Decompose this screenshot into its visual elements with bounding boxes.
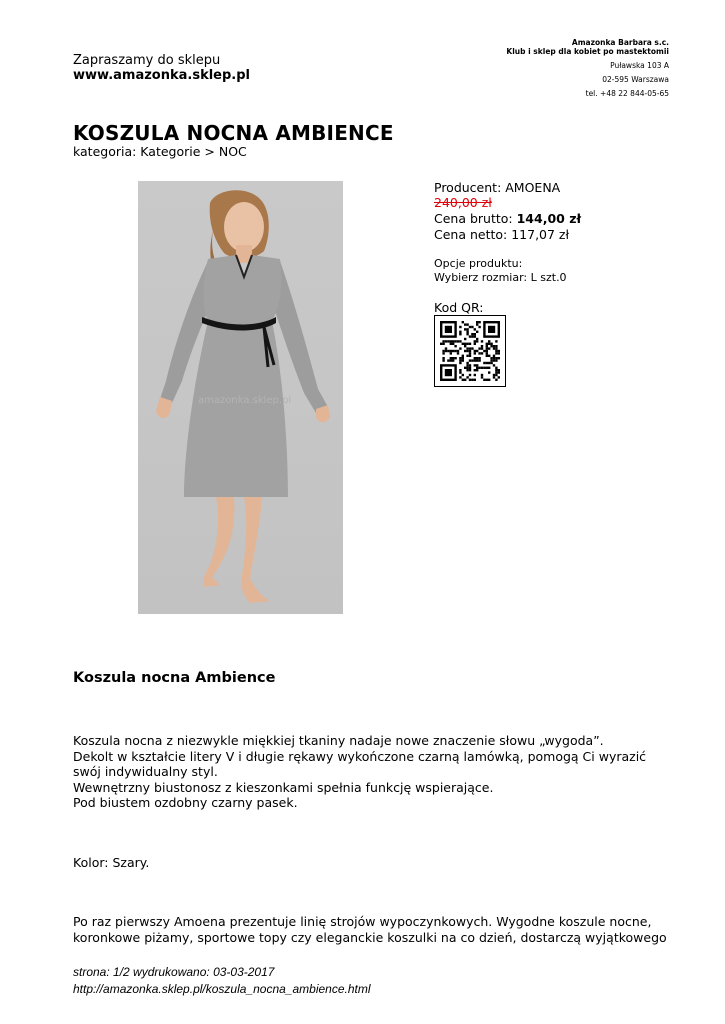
gross-price-label: Cena brutto:	[434, 211, 517, 226]
description-line: Koszula nocna z niezwykle miękkiej tkaniny nadaje nowe znaczenie słowu „wygoda”.	[73, 733, 604, 748]
photo-watermark: amazonka.sklep.pl	[198, 395, 292, 406]
company-street: Puławska 103 A	[610, 61, 669, 70]
welcome-text: Zapraszamy do sklepu	[73, 53, 221, 68]
qr-code-label: Kod QR:	[434, 300, 484, 315]
promo-text: Po raz pierwszy Amoena prezentuje linię strojów wypoczynkowych. Wygodne koszule nocne, koronkowe piżamy, sportowe topy czy eleganckie koszulki na co dzień, dostarczą wyjątkowego	[73, 914, 667, 945]
qr-code-image	[435, 316, 505, 386]
gross-price	[434, 211, 581, 226]
company-city: 02-595 Warszawa	[602, 75, 669, 84]
gross-price-value: 144,00 zł	[516, 211, 582, 226]
size-selection: Wybierz rozmiar: L szt.0	[434, 271, 567, 284]
description-line: Wewnętrzny biustonosz z kieszonkami spełnia funkcję wspierające.	[73, 779, 494, 795]
producer-label: Producent: AMOENA	[434, 180, 561, 195]
old-price: 240,00 zł	[434, 195, 492, 210]
company-tagline: Klub i sklep dla kobiet po mastektomii	[506, 47, 669, 56]
footer-url-link[interactable]: http://amazonka.sklep.pl/koszula_nocna_ambience.html	[73, 982, 371, 996]
color-info: Kolor: Szary.	[73, 855, 150, 870]
description-heading: Koszula nocna Ambience	[73, 670, 276, 686]
description-line: Dekolt w kształcie litery V i długie rękawy wykończone czarną lamówką, pomogą Ci wyrazić swój indywidualny styl.	[73, 748, 647, 779]
footer-page-info: strona: 1/2 wydrukowano: 03-03-2017	[73, 965, 275, 979]
category-breadcrumb: kategoria: Kategorie > NOC	[73, 144, 247, 159]
product-photo-illustration	[138, 181, 343, 614]
product-photo	[138, 181, 343, 614]
description-line: Pod biustem ozdobny czarny pasek.	[73, 795, 298, 810]
product-title: KOSZULA NOCNA AMBIENCE	[73, 121, 394, 145]
qr-code	[434, 315, 506, 387]
net-price: Cena netto: 117,07 zł	[434, 227, 570, 242]
company-phone: tel. +48 22 844-05-65	[585, 89, 669, 98]
product-options-label: Opcje produktu:	[434, 257, 523, 270]
description-text	[73, 733, 673, 811]
shop-url-link[interactable]: www.amazonka.sklep.pl	[73, 68, 250, 83]
company-name: Amazonka Barbara s.c.	[571, 38, 669, 47]
